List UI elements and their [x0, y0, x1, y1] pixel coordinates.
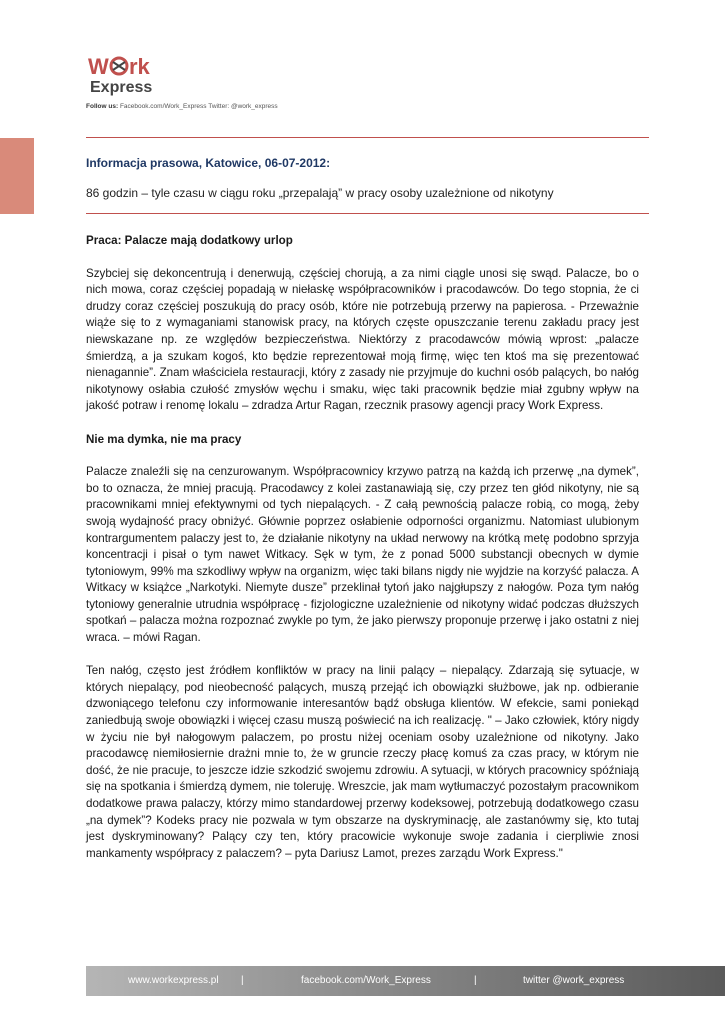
logo-cross-mark	[113, 62, 125, 70]
side-accent-tab	[0, 138, 34, 214]
footer-facebook-link[interactable]: facebook.com/Work_Express	[301, 975, 431, 986]
article-paragraph-3: Ten nałóg, często jest źródłem konfliktów w pracy na linii palący – niepalący. Zdarzają się sytuacje, w których niepalący, pod nieobecność palących, muszą przejąć ich obowiązki służbowe, jak np. odbieranie dzwoniącego telefonu czy informowanie interesantów bądź obsługa klientów. W efekcie, sami poniekąd zaniedbują swoje obowiązki i więcej czasu muszą poświecić na ich realizację. " – Jako człowiek, który nigdy w życiu nie był nałogowym palaczem, po prostu niżej oceniam osoby uzależnione od nikotyny. Jako pracodawcę niemiłosiernie drażni mnie to, że w gruncie rzeczy płacę komuś za czas pracy, w którym nie dość, że nie pracuje, to jeszcze idzie szkodzić swojemu zdrowiu. A sytuacji, w których pracownicy spóźniają się na spotkania i śmierdzą dymem, nie toleruję. Wreszcie, jak mam wytłumaczyć pozostałym pracownikom dodatkowe prawa palaczy, którzy mimo standardowej przerwy kodeksowej, potrzebują dodatkowego czasu „na dymek”? Kodeks pracy nie pozwala w tym obszarze na dyskryminację, ale zastanówmy się, kto tutaj jest dyskryminowany? Palący czy ten, który pracowicie wykonuje swoje zadania i cierpliwie znosi mankamenty współpracy z palaczem? – pyta Dariusz Lamot, prezes zarządu Work Express."	[86, 664, 639, 860]
follow-us-label: Follow us:	[86, 103, 119, 110]
article-paragraph-2: Palacze znaleźli się na cenzurowanym. Współpracownicy krzywo patrzą na każdą ich przerwę „na dymek”, bo to oznacza, że mniej pracują. Pracodawcy z kolei zastanawiają się, czy przez ten głód nikotyny, nie są pracownikami mniej efektywnymi od tych niepalących. - Z całą pewnością palacze robią, co mogą, żeby swoją wydajność pracy obniżyć. Głównie poprzez osłabienie odporności organizmu. Natomiast ulubionym kontrargumentem palaczy jest to, że działanie nikotyny na układ nerwowy na krótką metę podobno sprzyja koncentracji i pisał o tym nawet Witkacy. Sęk w tym, że z ponad 5000 substancji obecnych w dymie tytoniowym, 99% ma szkodliwy wpływ na organizm, więc taki bilans nigdy nie wyjdzie na korzyść palacza. A Witkacy w książce „Narkotyki. Niemyte dusze” przeklinał tytoń jako najgłupszy z nałogów. Poza tym nałóg tytoniowy generalnie utrudnia współpracę - fizjologiczne uzależnienie od nikotyny widać podczas dłuższych spotkań – palacza można rozpoznać zwykle po tym, że jako pierwszy proponuje przerwę i jako ostatni z niej wraca. – mówi Ragan.	[86, 465, 639, 645]
follow-us-links[interactable]: Facebook.com/Work_Express Twitter: @work_express	[119, 103, 278, 110]
work-express-logo[interactable]	[86, 52, 186, 98]
footer-separator: |	[474, 975, 477, 986]
footer-twitter-link[interactable]: twitter @work_express	[523, 975, 625, 986]
bottom-divider	[86, 213, 649, 214]
footer-separator: |	[241, 975, 244, 986]
article-paragraph-1: Szybciej się dekoncentrują i denerwują, częściej chorują, a za nimi ciągle unosi się swąd. Palacze, bo o nich mowa, coraz częściej popadają w niełaskę współpracowników i pracodawców. Do tego stopnia, że ci drudzy coraz częściej poszukują do pracy osób, które nie potrzebują przerwy na papierosa. - Przeważnie wiąże się to z wymaganiami stanowisk pracy, na których częste opuszczanie terenu zakładu pracy jest niewskazane np. ze względów bezpieczeństwa. Niektórzy z pracodawców mówią wprost: „palacze śmierdzą, a ja szukam kogoś, kto będzie reprezentował moją firmę, więc ten ktoś ma się prezentować nienagannie”. Znam właściciela restauracji, który z zasady nie przyjmuje do kuchni osób palących, bo nałóg nikotynowy osłabia czułość zmysłów węchu i smaku, więc taki pracownik będzie miał zgubny wpływ na jakość potraw i renomę lokalu – zdradza Artur Ragan, rzecznik prasowy agencji pracy Work Express.	[86, 266, 639, 413]
article-heading-2: Nie ma dymka, nie ma pracy	[86, 432, 242, 446]
logo-letter-w: W	[88, 54, 109, 79]
article-heading-1: Praca: Palacze mają dodatkowy urlop	[86, 234, 293, 247]
article-body	[86, 233, 639, 879]
footer-bar	[86, 966, 725, 996]
logo-express-text: Express	[90, 79, 153, 96]
press-release-subtitle: 86 godzin – tyle czasu w ciągu roku „przepalają” w pracy osoby uzależnione od nikotyny	[86, 186, 554, 200]
logo-letters-rk: rk	[129, 54, 150, 79]
follow-us-line	[86, 103, 278, 110]
logo-graphic	[86, 52, 186, 98]
footer-website-link[interactable]: www.workexpress.pl	[128, 975, 219, 986]
top-divider	[86, 137, 649, 138]
press-release-title: Informacja prasowa, Katowice, 06-07-2012:	[86, 156, 331, 170]
